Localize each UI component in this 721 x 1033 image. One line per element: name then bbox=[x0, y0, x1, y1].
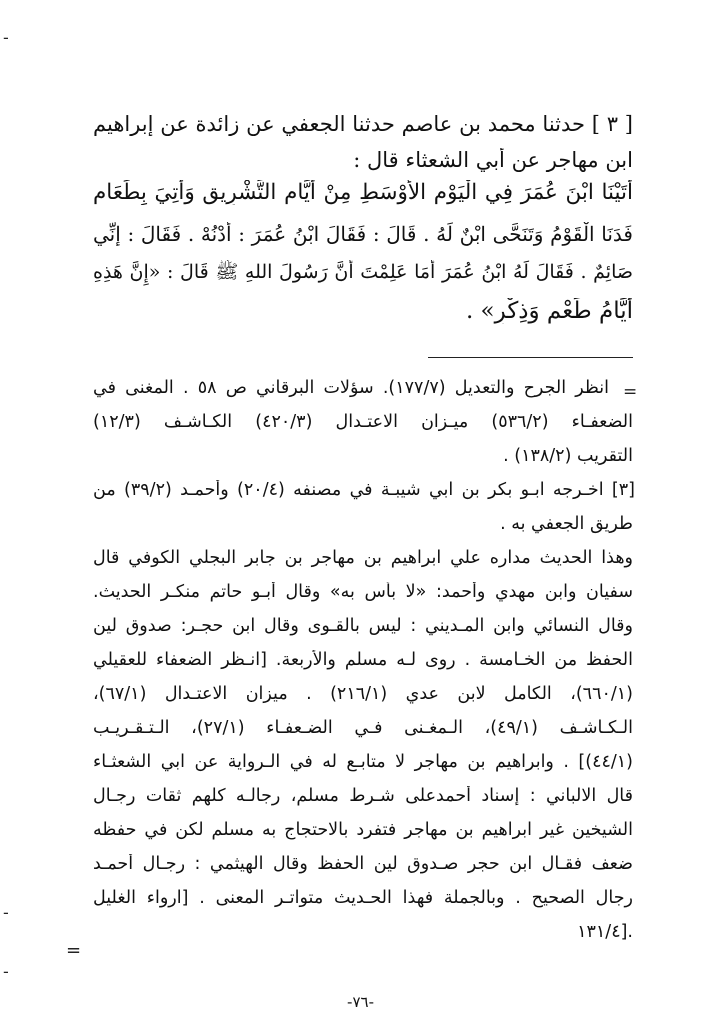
footnote-line-17: .[١٣١/٤ bbox=[577, 922, 633, 942]
footnote-line-1: انظر الجرح والتعديل (١٧٧/٧). سؤلات البرقاني ص ٥٨ . المغنى في bbox=[93, 378, 609, 398]
page-number: -٧٦- bbox=[347, 993, 374, 1011]
hadith-matn-line-3: صَائِمٌ . فَقَالَ لَهُ ابْنُ عُمَرَ أَمَا عَلِمْتَ أَنَّ رَسُولَ اللهِ ﷺ قَالَ : «إِنَّ هَذِهِ bbox=[93, 261, 633, 283]
continuation-equals-mark: = bbox=[66, 940, 82, 961]
footnote-line-6: وهذا الحديث مداره علي ابراهيم بن مهاجر بن جابر البجلي الكوفي قال bbox=[93, 548, 633, 568]
footnote-line-11: الـكـاشـف (٤٩/١)، الـمغـنى فـي الضـعفـاء (٢٧/١)، الـتـقـريـب bbox=[93, 718, 633, 738]
footnote-divider bbox=[428, 357, 633, 358]
footnote-continuation-marker: = bbox=[623, 382, 638, 402]
footnote-line-7: سفيان وابن مهدي وأحمد: «لا بأس به» وقال أبـو حاتم منكـر الحديث. bbox=[93, 582, 633, 602]
footnote-line-4: [٣] اخـرجه ابـو بكر بن ابي شيبـة في مصنفه (٢٠/٤) وأحمـد (٣٩/٢) من bbox=[93, 480, 635, 500]
footnote-line-16: رجال الصحيح . وبالجملة فهذا الحـديث متواتـر المعنى . [ارواء الغليل bbox=[93, 888, 633, 908]
footnote-line-8: وقال النسائي وابن المـديني : ليس بالقـوى وقال ابن حجـر: صدوق لين bbox=[93, 616, 633, 636]
margin-dash-lower: - bbox=[3, 903, 9, 922]
footnote-line-2: الضعفـاء (٥٣٦/٢) ميـزان الاعتـدال (٤٢٠/٣) الكـاشـف (١٢/٣) bbox=[93, 412, 633, 432]
hadith-matn-line-4: أَيَّامُ طَعْمٍ وَذِكْرٍ» . bbox=[465, 298, 633, 324]
footnote-line-9: الحفظ من الخـامسة . روى لـه مسلم والأربعة. [انـظر الضعفاء للعقيلي bbox=[93, 650, 633, 670]
footnote-line-10: (٦٦٠/١)، الكامل لابن عدي (٢١٦/١) . ميزان الاعتـدال (٦٧/١)، bbox=[93, 684, 633, 704]
footnote-line-3: التقريب (١٣٨/٢) . bbox=[503, 446, 633, 466]
hadith-matn-line-1: أَتَيْنَا ابْنَ عُمَرَ فِي الْيَوْمِ الأَوْسَطِ مِنْ أَيَّامِ التَّشْرِيقِ وَأُتِيَ بِطَعَامٍ bbox=[93, 180, 633, 205]
footnote-line-14: الشيخين غير ابراهيم بن مهاجر فتفرد بالاحتجاج به مسلم لكن في حفظه bbox=[93, 820, 633, 840]
margin-dash-bottom: - bbox=[3, 962, 9, 981]
hadith-matn-line-2: فَدَنَا الْقَوْمُ وَتَنَحَّى ابْنٌ لَهُ . قَالَ : فَقَالَ ابْنُ عُمَرَ : أُدْنُهْ . فَقَالَ : إِنِّي bbox=[93, 222, 633, 246]
hadith-isnad-line-2: ابن مهاجر عن أبي الشعثاء قال : bbox=[353, 148, 633, 172]
footnote-line-15: ضعف فقـال ابن حجر صـدوق لين الحفظ وقال الهيثمي : رجـال أحمـد bbox=[93, 854, 633, 874]
footnote-line-5: طريق الجعفي به . bbox=[500, 514, 633, 534]
footnote-line-12: (٤٤/١)] . وابراهيم بن مهاجر لا متابـع له في الـرواية عن ابي الشعثـاء bbox=[93, 752, 633, 772]
margin-dash-top: - bbox=[3, 28, 9, 47]
hadith-isnad-line-1: [ ٣ ] حدثنا محمد بن عاصم حدثنا الجعفي عن زائدة عن إبراهيم bbox=[93, 112, 633, 136]
footnote-line-13: قال الالباني : إسناد أحمدعلى شـرط مسلم، رجالـه كلهم ثقات رجـال bbox=[93, 786, 633, 806]
